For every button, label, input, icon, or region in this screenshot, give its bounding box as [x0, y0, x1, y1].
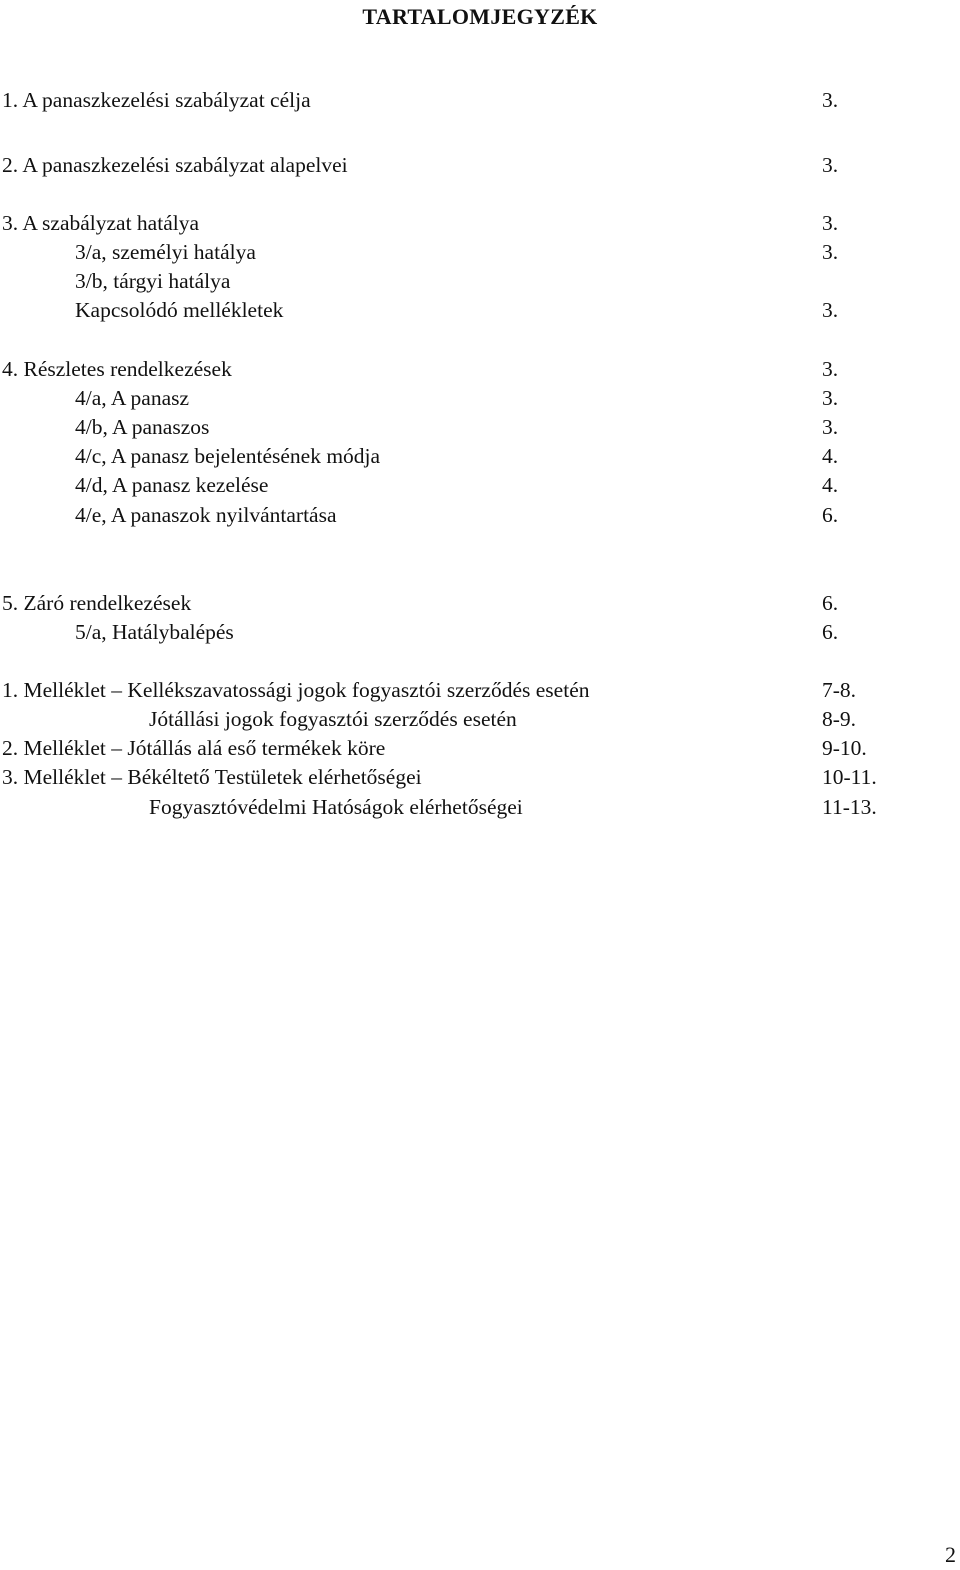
toc-entry [0, 150, 960, 180]
toc-entry [0, 675, 960, 705]
toc-entry-page: 6. [822, 503, 839, 527]
toc-entry-page: 3. [822, 357, 839, 381]
toc-entry-text: 3/b, tárgyi hatálya [75, 269, 231, 293]
toc-entry-page: 4. [822, 444, 839, 468]
toc-entry [0, 295, 960, 325]
toc-entry-page: 3. [822, 211, 839, 235]
toc-entry [0, 588, 960, 618]
toc-entry-text: 3/a, személyi hatálya [75, 240, 256, 264]
toc-entry-text: 4/e, A panaszok nyilvántartása [75, 503, 337, 527]
toc-entry [0, 85, 960, 115]
toc-entry [0, 500, 960, 530]
toc-entry-page: 3. [822, 153, 839, 177]
toc-entry [0, 208, 960, 238]
page-number: 2 [945, 1542, 956, 1567]
toc-entry [0, 617, 960, 647]
toc-entry-page: 10-11. [822, 765, 877, 789]
toc-entry [0, 762, 960, 792]
toc-entry-text: 4/c, A panasz bejelentésének módja [75, 444, 381, 468]
toc-entry-text: 3. A szabályzat hatálya [2, 211, 200, 235]
toc-entry-text: 5/a, Hatálybalépés [75, 620, 234, 644]
toc-entry-text: 4/b, A panaszos [75, 415, 210, 439]
toc-entry-text: 1. A panaszkezelési szabályzat célja [2, 88, 311, 112]
toc-entry-page: 3. [822, 88, 839, 112]
toc-entry [0, 237, 960, 267]
toc-entry-page: 6. [822, 591, 839, 615]
toc-entry-page: 3. [822, 240, 839, 264]
toc-entry [0, 441, 960, 471]
toc-entry-page: 6. [822, 620, 839, 644]
toc-entry-text: Kapcsolódó mellékletek [75, 298, 284, 322]
toc-entry-text: 4. Részletes rendelkezések [2, 357, 232, 381]
toc-entry [0, 354, 960, 384]
toc-entry [0, 704, 960, 734]
toc-entry-page: 3. [822, 386, 839, 410]
toc-entry-page: 11-13. [822, 795, 877, 819]
toc-entry-text: 5. Záró rendelkezések [2, 591, 192, 615]
toc-entry-page: 3. [822, 298, 839, 322]
toc-entry-page: 3. [822, 415, 839, 439]
toc-entry [0, 383, 960, 413]
toc-entry-text: 4/a, A panasz [75, 386, 190, 410]
toc-entry [0, 266, 960, 296]
toc-entry-page: 8-9. [822, 707, 857, 731]
toc-entry-text: Jótállási jogok fogyasztói szerződés esetén [149, 707, 517, 731]
toc-entry [0, 792, 960, 822]
toc-entry-page: 7-8. [822, 678, 857, 702]
toc-entry-text: 3. Melléklet – Békéltető Testületek elérhetőségei [2, 765, 422, 789]
toc-entry-text: 2. Melléklet – Jótállás alá eső termékek köre [2, 736, 386, 760]
toc-entry-text: Fogyasztóvédelmi Hatóságok elérhetőségei [149, 795, 523, 819]
toc-entry-page: 9-10. [822, 736, 867, 760]
page-title: TARTALOMJEGYZÉK [362, 4, 598, 29]
toc-entry [0, 470, 960, 500]
toc-entry-text: 1. Melléklet – Kellékszavatossági jogok fogyasztói szerződés esetén [2, 678, 590, 702]
toc-entry-page: 4. [822, 473, 839, 497]
toc-entry-text: 2. A panaszkezelési szabályzat alapelvei [2, 153, 348, 177]
toc-entry [0, 733, 960, 763]
toc-entry [0, 412, 960, 442]
toc-entry-text: 4/d, A panasz kezelése [75, 473, 269, 497]
